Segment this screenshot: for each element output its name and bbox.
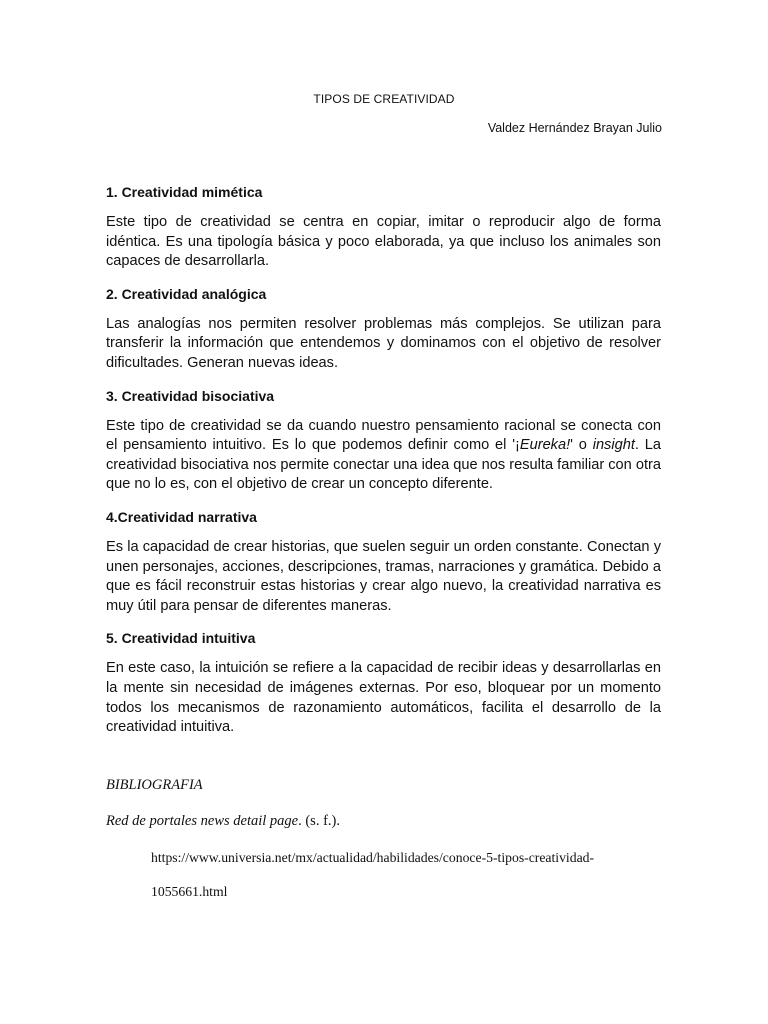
section-body [106,417,661,495]
body-text: ' o [570,437,593,454]
sections-container [106,183,661,751]
section-heading: 3. Creatividad bisociativa [106,387,275,404]
reference-url: https://www.universia.net/mx/actualidad/habilidades/conoce-5-tipos-creatividad- [151,850,595,865]
reference-url-continued: 1055661.html [151,884,228,899]
insight-term: insight [592,437,635,454]
bibliography [106,776,666,901]
section-mimetica [106,183,661,272]
bibliography-heading: BIBLIOGRAFIA [106,777,203,793]
section-narrativa [106,508,661,616]
section-body: En este caso, la intuición se refiere a la capacidad de recibir ideas y desarrollarlas en la mente sin necesidad de imágenes externas. Por eso, bloquear por un momento todos los mecanismos de razonamiento automáticos, facilita el desarrollo de la creatividad intuitiva. [106,660,661,736]
section-body: Es la capacidad de crear historias, que suelen seguir un orden constante. Conectan y unen personajes, acciones, descripciones, tramas, narraciones y gramática. Debido a que es fácil reconstruir estas historias y crear algo nuevo, la creatividad narrativa es muy útil para pensar de diferentes maneras. [106,538,661,614]
section-heading: 1. Creatividad mimética [106,184,263,200]
section-heading: 2. Creatividad analógica [106,285,267,302]
section-intuitiva [106,629,661,737]
section-heading: 5. Creatividad intuitiva [106,630,256,647]
document-author: Valdez Hernández Brayan Julio [487,121,662,135]
reference-date: . (s. f.). [298,813,340,829]
section-heading: 4.Creatividad narrativa [106,508,257,525]
section-analogica [106,285,661,374]
section-bisociativa [106,387,661,495]
bibliography-reference [106,812,666,830]
section-body: Las analogías nos permiten resolver problemas más complejos. Se utilizan para transferir la información que entendemos y dominamos con el objetivo de resolver dificultades. Generan nuevas ideas. [106,315,661,371]
body-text: . La creatividad bisociativa nos permite conectar una idea que nos resulta familiar con otra que no lo es, con el objetivo de crear un concepto diferente. [106,437,661,493]
eureka-term: Eureka! [519,437,571,454]
document-title: TIPOS DE CREATIVIDAD [313,92,455,106]
section-body: Este tipo de creatividad se centra en copiar, imitar o reproducir algo de forma idéntica. Es una tipología básica y poco elaborada, ya que incluso los animales son capaces de desarrollarla. [106,214,661,270]
reference-title: Red de portales news detail page [106,813,299,829]
body-text: Este tipo de creatividad se da cuando nuestro pensamiento racional se conecta con el pensamiento intuitivo. Es lo que podemos definir como el '¡ [106,417,661,454]
